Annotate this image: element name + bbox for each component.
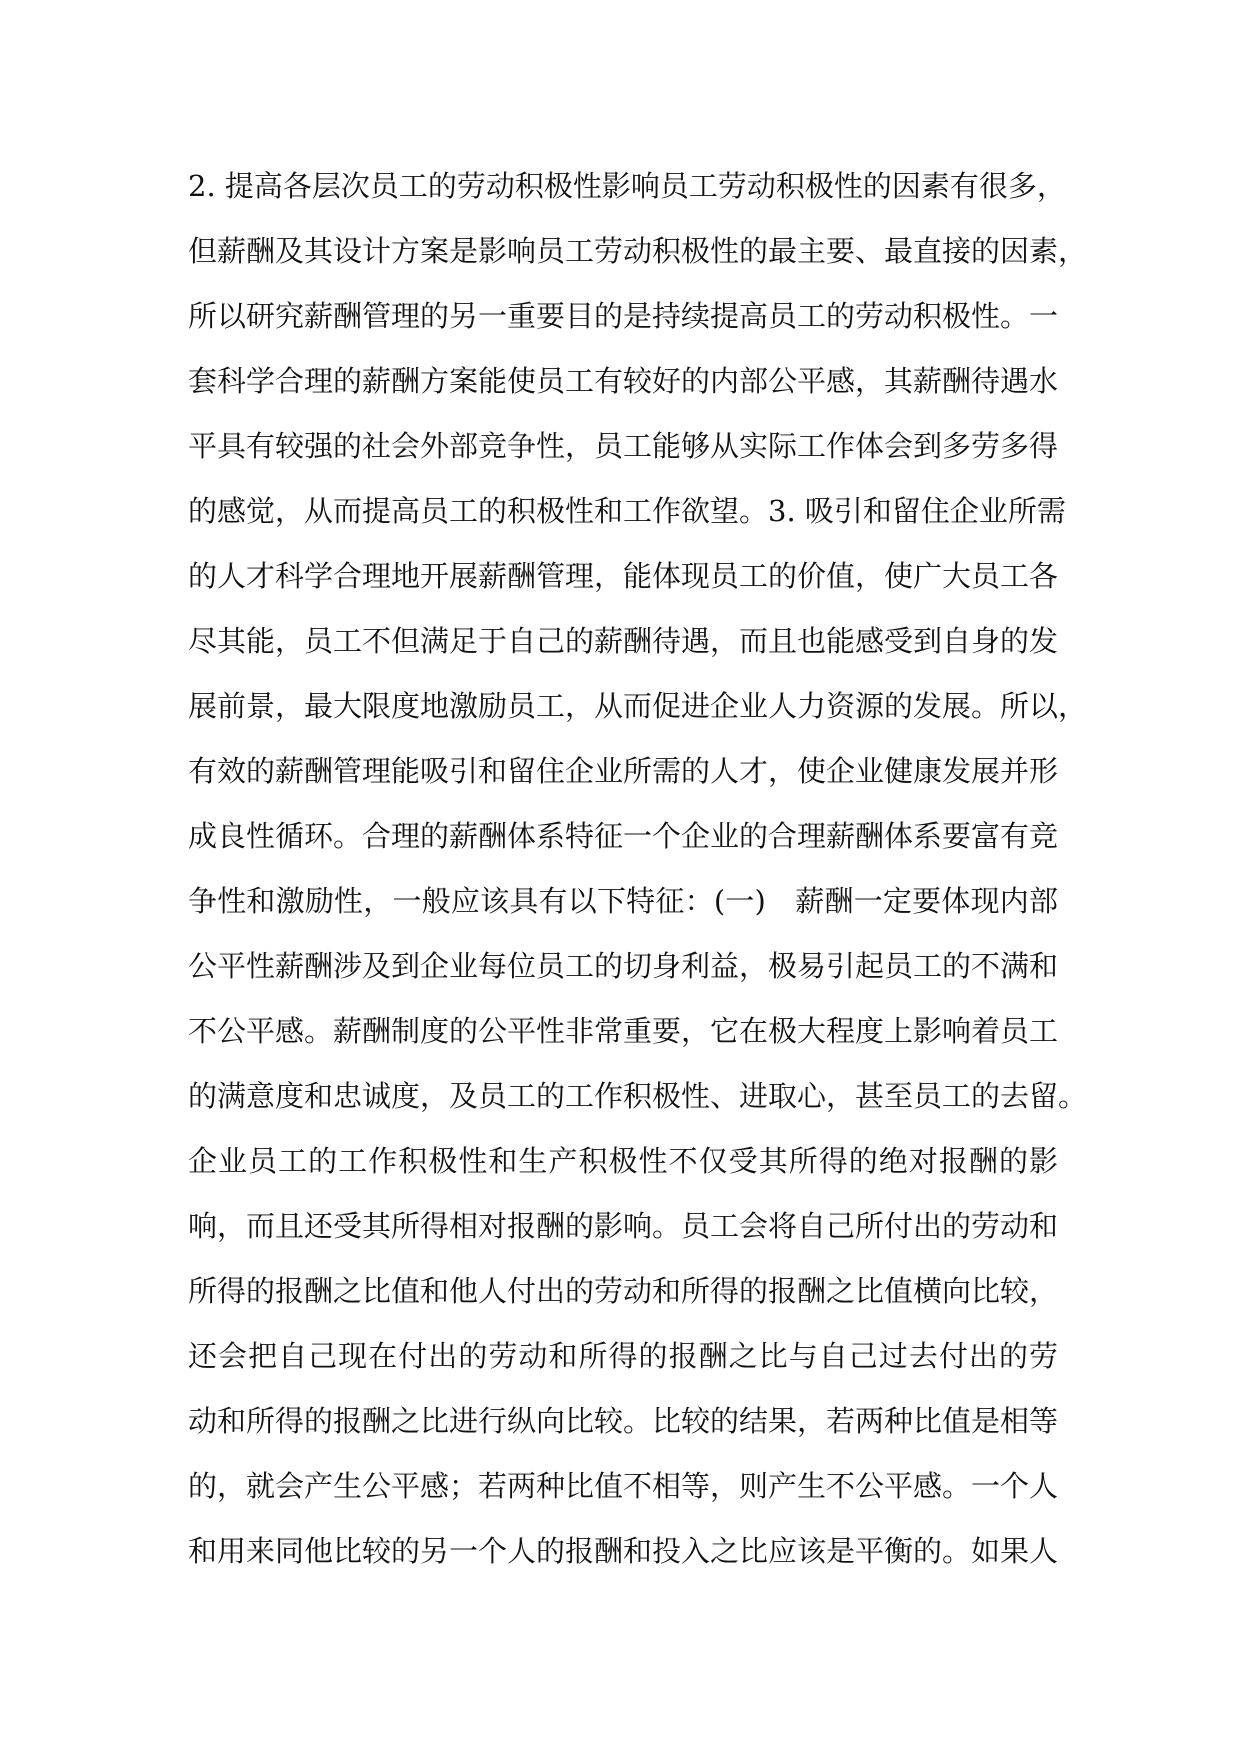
text-line: 成良性循环。合理的薪酬体系特征一个企业的合理薪酬体系要富有竞 [188,819,1059,853]
text-line: 尽其能，员工不但满足于自己的薪酬待遇，而且也能感受到自身的发 [188,624,1059,658]
text-line: 所以研究薪酬管理的另一重要目的是持续提高员工的劳动积极性。一 [188,299,1059,333]
text-line: 的满意度和忠诚度，及员工的工作积极性、进取心，甚至员工的去留。 [188,1079,1088,1113]
text-line: 的感觉，从而提高员工的积极性和工作欲望。3. 吸引和留住企业所需 [188,494,1066,528]
text-line: 套科学合理的薪酬方案能使员工有较好的内部公平感，其薪酬待遇水 [188,364,1059,398]
body-text [188,154,1088,1584]
text-line: 平具有较强的社会外部竞争性，员工能够从实际工作体会到多劳多得 [188,429,1059,463]
text-line: 的人才科学合理地开展薪酬管理，能体现员工的价值，使广大员工各 [188,559,1059,593]
text-line: 的，就会产生公平感；若两种比值不相等，则产生不公平感。一个人 [188,1469,1059,1503]
text-line: 2. 提高各层次员工的劳动积极性影响员工劳动积极性的因素有很多， [188,169,1066,203]
text-line: 响，而且还受其所得相对报酬的影响。员工会将自己所付出的劳动和 [188,1209,1059,1243]
text-line: 动和所得的报酬之比进行纵向比较。比较的结果，若两种比值是相等 [188,1404,1059,1438]
text-line: 和用来同他比较的另一个人的报酬和投入之比应该是平衡的。如果人 [188,1534,1059,1568]
text-line: 争性和激励性，一般应该具有以下特征：(一) 薪酬一定要体现内部 [188,884,1058,918]
text-line: 但薪酬及其设计方案是影响员工劳动积极性的最主要、最直接的因素， [188,234,1088,268]
text-line: 不公平感。薪酬制度的公平性非常重要，它在极大程度上影响着员工 [188,1014,1059,1048]
text-line: 有效的薪酬管理能吸引和留住企业所需的人才，使企业健康发展并形 [188,754,1059,788]
text-line: 企业员工的工作积极性和生产积极性不仅受其所得的绝对报酬的影 [188,1144,1058,1178]
text-line: 公平性薪酬涉及到企业每位员工的切身利益，极易引起员工的不满和 [188,949,1059,983]
text-line: 所得的报酬之比值和他人付出的劳动和所得的报酬之比值横向比较， [188,1274,1059,1308]
text-line: 展前景，最大限度地激励员工，从而促进企业人力资源的发展。所以， [188,689,1088,723]
text-line: 还会把自己现在付出的劳动和所得的报酬之比与自己过去付出的劳 [188,1339,1058,1373]
